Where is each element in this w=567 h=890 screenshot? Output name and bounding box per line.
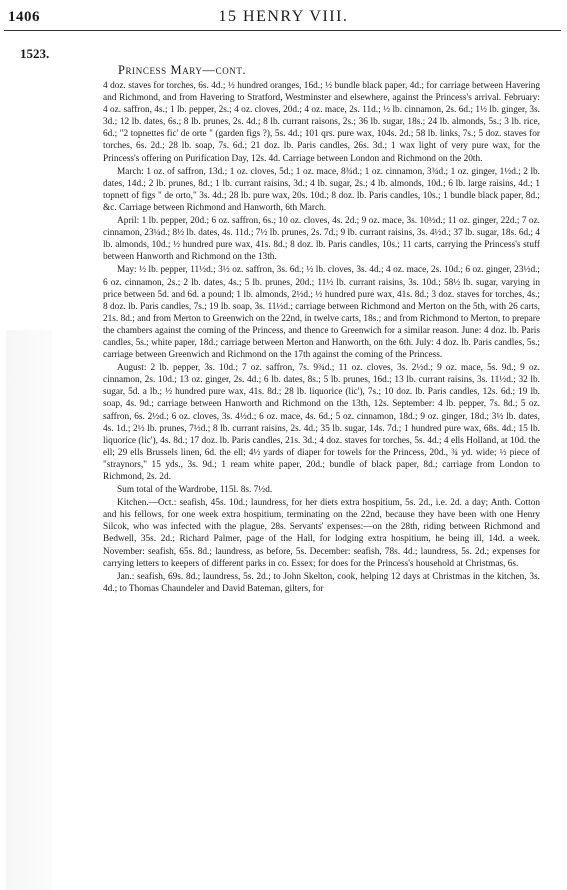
paragraph: May: ½ lb. pepper, 11½d.; 3½ oz. saffron, 3s. 6d.; ½ lb. cloves, 3s. 4d.; 4 oz. mace, 2s. 10d.; 6 oz. ginger, 23½d.; 6 oz. cinnamon, 2s.; 2 lb. dates, 4s.; 5 lb. prunes, 20d.; 11½ lb. currant raisins, 3s. 10d.; 58½ lb. sugar, varying in price between 5d. and 6d. a pound; 1 lb. almonds, 2½d.; ½ hundred pure wax, 41s. 8d.; 3 doz. staves for torches, 4s.; 8 doz. lb. Paris candles, 7s.; 19 lb. soap, 3s. 11½d.; carriage between Richmond and Merton on the 5th, with 26 carts, 21s. 8d.; and from Merton to Greenwich on the 22nd, in twelve carts, 18s.; and from Richmond to Merton, to prepare the chambers against the coming of the Princess, and thence to Greenwich for a similar reason. June: 4 doz. lb. Paris candles, 5s.; white paper, 18d.; carriage between Merton and Hanworth, on the 6th. July: 4 doz. lb. Paris candles, 5s.; carriage between Greenwich and Richmond on the 17th against the coming of the Princess. bbox=[103, 265, 540, 361]
paragraph: March: 1 oz. of saffron, 13d.; 1 oz. cloves, 5d.; 1 oz. mace, 8¾d.; 1 oz. cinnamon, 3¾d.; 1 oz. ginger, 1½d.; 2 lb. dates, 14d.; 2 lb. prunes, 8d.; 1 lb. currant raisins, 3d.; 4 lb. sugar, 2s.; 4 lb. almonds, 10d.; 6 lb. large raisins, 4d.; 1 topnett of figs " de orto," 3s. 4d.; 28 lb. pure wax, 20s. 10d.; 8 doz. lb. Paris candles, 10s.; 1 bundle black paper, 8d.; &c. Carriage between Richmond and Hanworth, 6th March. bbox=[103, 166, 540, 213]
section-title: Princess Mary—cont. bbox=[118, 63, 247, 77]
running-head: 15 HENRY VIII. bbox=[218, 8, 349, 25]
paragraph: Kitchen.—Oct.: seafish, 45s. 10d.; laundress, for her diets extra hospitium, 5s. 2d., i.e. 2d. a day; Anth. Cotton and his fellows, for one week extra hospitium, terminating on the 22nd, because they have been with one Henry Silcok, who was infected with the plague, 28s. Servants' expenses:—on the 28th, riding between Richmond and Bedwell, 35s. 2d.; Richard Palmer, page of the Hall, for lodging extra hospitium, he being ill, 14d. a week. November: seafish, 65s. 8d.; laundress, as before, 5s. December: seafish, 78s. 4d.; laundress, 5s. 2d.; expenses for carrying letters to keepers of different parks in co. Essex; for does for the Princess's household at Christmas, 6s. bbox=[103, 498, 540, 569]
page-number: 1406 bbox=[8, 9, 40, 25]
header-rule bbox=[4, 30, 561, 31]
body-text bbox=[103, 80, 540, 595]
paragraph: 4 doz. staves for torches, 6s. 4d.; ½ hundred oranges, 16d.; ½ bundle black paper, 4d.; for carriage between Havering and Richmond, and from Havering to Stratford, Westminster and elsewhere, against the Princess's arrival. February: 4 oz. saffron, 4s.; 1 lb. pepper, 2s.; 4 oz. cloves, 20d.; 4 oz. mace, 2s. 11d.; ½ lb. cinnamon, 2s. 6d.; 1½ lb. ginger, 3s. 3d.; 12 lb. dates, 6s.; 8 lb. prunes, 2s. 4d.; 8 lb. currant raisons, 2s.; 36 lb. sugar, 18s.; 24 lb. almonds, 5s.; 3 lb. rice, 6d.; "2 topnettes fic' de orte " (garden figs ?), 5s. 4d.; 101 qrs. pure wax, 104s. 2d.; 58 lb. links, 7s.; 5 doz. staves for torches, 6s. 2d.; 28 lb. soap, 7s. 6d.; 21 doz. lb. Paris candles, 26s. 3d.; 1 wax light of very pure wax, for the Princess's offering on Purification Day, 12s. 4d. Carriage between London and Richmond on the 20th. bbox=[103, 81, 540, 164]
paragraph: August: 2 lb. pepper, 3s. 10d.; 7 oz. saffron, 7s. 9¾d.; 11 oz. cloves, 3s. 2½d.; 9 oz. mace, 5s. 9d.; 9 oz. cinnamon, 2s. 10d.; 13 oz. ginger, 2s. 4d.; 6 lb. dates, 8s.; 5 lb. prunes, 16d.; 13 lb. currant raisins, 3s. 11½d.; 32 lb. sugar, 5d. a lb.; ½ hundred pure wax, 41s. 8d.; 28 lb. liquorice (lic'), 7s.; 10 doz. lb. Paris candles, 12s. 6d.; 19 lb. soap, 4s. 9d.; carriage between Hanworth and Richmond on the 13th, 12s. September: 4 lb. pepper, 7s. 8d.; 5 oz. saffron, 6s. 2½d.; 6 oz. cloves, 3s. 4½d.; 6 oz. mace, 4s. 6d.; 5 oz. cinnamon, 18d.; 9 oz. ginger, 18d.; 3½ lb. dates, 4s. 1d.; 2½ lb. prunes, 7½d.; 8 lb. currant raisins, 2s. 4d.; 35 lb. sugar, 14s. 7d.; 1 hundred pure wax, 68s. 4d.; 15 lb. liquorice (lic'), 4s. 8d.; 17 doz. lb. Paris candles, 21s. 3d.; 4 doz. staves for torches, 5s. 4d.; 4 ells Holland, at 10d. the ell; 29 ells Brussels linen, 6d. the ell; 4½ yards of diaper for towels for the Princess, 20d., ¾ yd. wide; ½ piece of "straynors," 15 yds., 3s. 9d.; 1 ream white paper, 20d.; bundle of black paper, 8d.; carriage from London to Richmond, 2s. 2d. bbox=[103, 363, 540, 482]
paragraph: Jan.: seafish, 69s. 8d.; laundress, 5s. 2d.; to John Skelton, cook, helping 12 days at Christmas in the kitchen, 3s. 4d.; to Thomas Chaundeler and David Bateman, gilters, for bbox=[103, 571, 540, 594]
paragraph: April: 1 lb. pepper, 20d.; 6 oz. saffron, 6s.; 10 oz. cloves, 4s. 2d.; 9 oz. mace, 3s. 10½d.; 11 oz. ginger, 22d.; 7 oz. cinnamon, 23¼d.; 8½ lb. dates, 4s. 11d.; 7½ lb. prunes, 2s. 7d.; 9 lb. currant raisins, 3s. 4½d.; 37 lb. sugar, 18s. 6d.; 4 lb. almonds, 10d.; ½ hundred pure wax, 41s. 8d.; 8 doz. lb. Paris candles, 10s.; 11 carts, carrying the Princess's stuff between Hanworth and Richmond on the 13th. bbox=[103, 216, 540, 263]
paragraph: Sum total of the Wardrobe, 115l. 8s. 7½d. bbox=[117, 485, 273, 496]
year-marginal: 1523. bbox=[20, 46, 50, 61]
watermark bbox=[6, 330, 52, 890]
